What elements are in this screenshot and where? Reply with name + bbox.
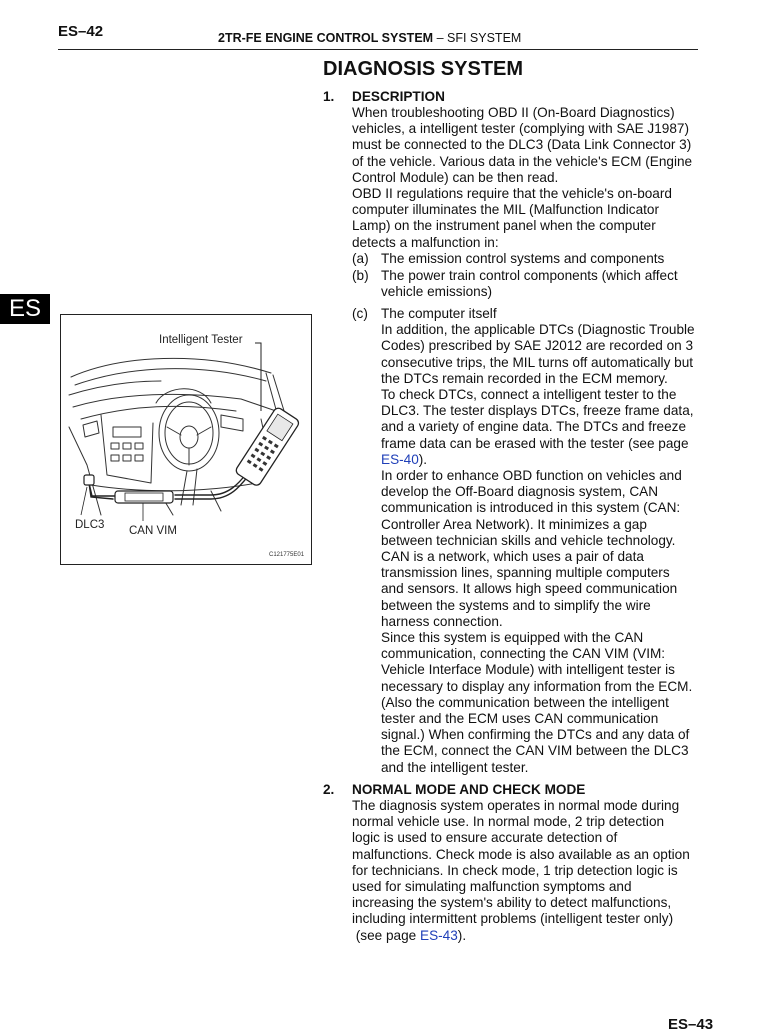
text-line: Lamp) on the instrument panel when the computer bbox=[352, 218, 656, 234]
tester-connection-figure bbox=[60, 314, 312, 565]
section-title: DIAGNOSIS SYSTEM bbox=[323, 58, 524, 80]
dlc3-label: DLC3 bbox=[75, 519, 105, 531]
text-line: necessary to display any information from the ECM. bbox=[381, 678, 693, 694]
section-1-body bbox=[352, 105, 692, 251]
section-2-number: 2. bbox=[323, 782, 335, 797]
text-line: communication, connecting the CAN VIM (VIM: bbox=[381, 646, 666, 662]
text-line: transmission lines, spanning multiple computers bbox=[381, 565, 670, 581]
item-b-text bbox=[381, 268, 678, 300]
item-a-text: The emission control systems and components bbox=[381, 251, 665, 266]
text-line: of the vehicle. Various data in the vehicle's ECM (Engine bbox=[352, 153, 693, 169]
text-line: and a variety of engine data. The DTCs and freeze bbox=[381, 419, 687, 435]
text-line: vehicle emissions) bbox=[381, 284, 493, 300]
page-number: ES–42 bbox=[58, 23, 104, 40]
title-separator: – bbox=[436, 31, 444, 45]
figure-code: C121775E01 bbox=[269, 552, 305, 558]
text-line: Control Module) can be then read. bbox=[352, 169, 559, 185]
item-b-marker: (b) bbox=[352, 268, 369, 283]
text-line: frame data can be erased with the tester (see page bbox=[381, 435, 689, 451]
text-line: harness connection. bbox=[381, 613, 503, 629]
text-line: between technician skills and vehicle technology. bbox=[381, 532, 676, 548]
section-1-heading: DESCRIPTION bbox=[352, 89, 445, 104]
text-line: communication is introduced in this system (CAN: bbox=[381, 500, 681, 516]
text-line: increasing the system's ability to detect malfunctions, bbox=[352, 895, 672, 911]
text-line: and sensors. It allows high speed communication bbox=[381, 581, 678, 597]
text-line: tester and the ECM uses CAN communication bbox=[381, 711, 659, 727]
text-line: logic is used to ensure accurate detection of bbox=[352, 830, 618, 846]
text-line: Vehicle Interface Module) with intelligent tester is bbox=[381, 662, 675, 678]
text-line: ES-40). bbox=[381, 451, 428, 467]
text-line: between the systems and to simplify the wire bbox=[381, 597, 651, 613]
text-line: must be connected to the DLC3 (Data Link Connector 3) bbox=[352, 137, 692, 153]
text-line: (Also the communication between the intelligent bbox=[381, 694, 669, 710]
text-line: the DTCs remain recorded in the ECM memory. bbox=[381, 370, 668, 386]
intelligent-tester-label: Intelligent Tester bbox=[159, 334, 243, 346]
text-line: In addition, the applicable DTCs (Diagnostic Trouble bbox=[381, 322, 695, 338]
text-line: detects a malfunction in: bbox=[352, 234, 499, 250]
text-line: To check DTCs, connect a intelligent tester to the bbox=[381, 387, 677, 403]
section-2-body bbox=[352, 798, 690, 944]
item-c-marker: (c) bbox=[352, 306, 368, 321]
text-line: used for simulating malfunction symptoms and bbox=[352, 879, 632, 895]
section-2-heading: NORMAL MODE AND CHECK MODE bbox=[352, 782, 586, 797]
page-ref-link[interactable]: ES-40 bbox=[381, 451, 419, 467]
text-line: Since this system is equipped with the CAN bbox=[381, 630, 644, 646]
running-head bbox=[218, 31, 521, 45]
text-line: malfunctions. Check mode is also available as an option bbox=[352, 846, 690, 862]
text-line: for technicians. In check mode, 1 trip detection logic is bbox=[352, 862, 678, 878]
text-line: computer illuminates the MIL (Malfunction Indicator bbox=[352, 202, 660, 218]
section-tab[interactable]: ES bbox=[0, 294, 50, 324]
text-line: Controller Area Network). It minimizes a gap bbox=[381, 516, 647, 532]
subsystem-title: SFI SYSTEM bbox=[447, 31, 522, 45]
can-vim-label: CAN VIM bbox=[129, 525, 177, 537]
text-line: DLC3. The tester displays DTCs, freeze frame data, bbox=[381, 403, 694, 419]
text-line: The diagnosis system operates in normal mode during bbox=[352, 798, 680, 813]
text-line: (see page ES-43). bbox=[352, 927, 467, 943]
text-line: The computer itself bbox=[381, 306, 497, 321]
text-line: vehicles, a intelligent tester (complying with SAE J1987) bbox=[352, 121, 689, 137]
footer-page-number: ES–43 bbox=[668, 1016, 714, 1033]
text-line: In order to enhance OBD function on vehicles and bbox=[381, 468, 682, 484]
text-line: and the intelligent tester. bbox=[381, 759, 529, 775]
text-line: signal.) When confirming the DTCs and any data of bbox=[381, 727, 690, 743]
text-line: develop the Off-Board diagnosis system, CAN bbox=[381, 484, 659, 500]
header-rule bbox=[58, 49, 698, 50]
text-line: When troubleshooting OBD II (On-Board Diagnostics) bbox=[352, 105, 675, 120]
item-a-marker: (a) bbox=[352, 251, 369, 266]
page-ref-link[interactable]: ES-43 bbox=[420, 927, 458, 943]
text-line: normal vehicle use. In normal mode, 2 trip detection bbox=[352, 814, 665, 830]
section-1-number: 1. bbox=[323, 89, 335, 104]
item-c-body bbox=[381, 306, 695, 776]
text-line: OBD II regulations require that the vehicle's on-board bbox=[352, 186, 672, 202]
manual-title: 2TR-FE ENGINE CONTROL SYSTEM bbox=[218, 31, 434, 45]
text-line: consecutive trips, the MIL turns off automatically but bbox=[381, 354, 694, 370]
text-line: Codes) prescribed by SAE J2012 are recorded on 3 bbox=[381, 338, 694, 354]
text-line: the ECM, connect the CAN VIM between the DLC3 bbox=[381, 743, 689, 759]
text-line: The power train control components (which affect bbox=[381, 268, 678, 283]
text-line: including intermittent problems (intelligent tester only) bbox=[352, 911, 674, 927]
text-line: CAN is a network, which uses a pair of data bbox=[381, 549, 644, 565]
